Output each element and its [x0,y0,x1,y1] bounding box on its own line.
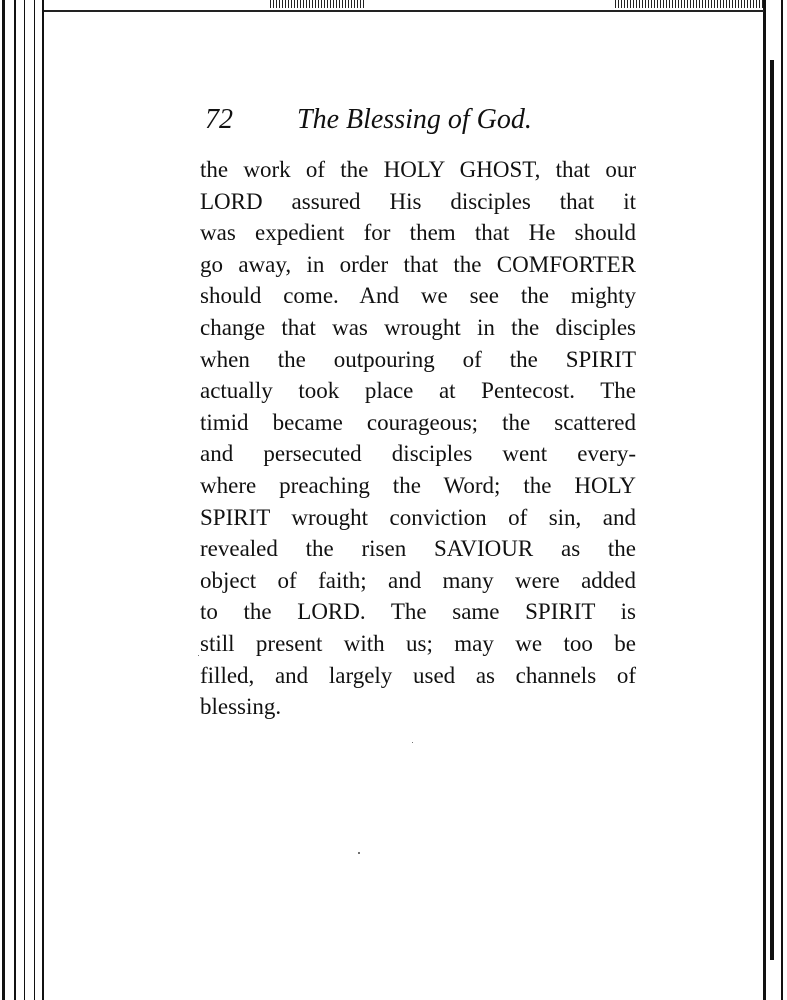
running-title: The Blessing of God. [297,104,532,135]
right-edge-line-shadow [770,60,774,960]
body-line: revealed the risen SAVIOUR as the [200,536,636,562]
body-line: should come. And we see the mighty [200,283,636,309]
body-line-last: blessing. [200,694,282,720]
scan-right-edge [761,0,787,1000]
left-edge-line-thin-2 [34,0,35,1000]
body-line: to the LORD. The same SPIRIT is [200,599,636,625]
body-line: object of faith; and many were added [200,567,636,593]
right-edge-line-outer [781,0,783,1000]
body-line: filled, and largely used as channels of [200,662,636,688]
body-line: when the outpouring of the SPIRIT [200,346,636,372]
scan-speck [198,655,199,656]
left-edge-line-inner [14,0,16,1000]
body-line: timid became courageous; the scattered [200,409,636,435]
top-page-rule [44,10,764,12]
body-line: change that was wrought in the disciples [200,314,636,340]
left-edge-line-outer [2,0,5,1000]
body-line: the work of the HOLY GHOST, that our [200,157,636,182]
top-scan-specks-right [615,0,765,8]
top-scan-specks-left [270,0,365,8]
body-line: go away, in order that the COMFORTER [200,251,636,277]
body-line: LORD assured His disciples that it [200,188,636,214]
body-line: SPIRIT wrought conviction of sin, and [200,504,636,530]
scan-speck [358,852,360,854]
body-line: where preaching the Word; the HOLY [200,472,636,498]
scan-speck [412,742,413,743]
page-number: 72 [205,104,233,135]
body-line: still present with us; may we too be [200,630,636,656]
running-head [205,100,635,140]
body-line: and persecuted disciples went every- [200,441,636,467]
left-edge-line-thin-1 [24,0,25,1000]
body-line: actually took place at Pentecost. The [200,378,636,404]
scan-left-edge [0,0,44,1000]
body-text [200,154,636,723]
body-line: was expedient for them that He should [200,220,636,246]
right-edge-line-page [763,0,766,1000]
left-edge-line-page [42,0,44,1000]
